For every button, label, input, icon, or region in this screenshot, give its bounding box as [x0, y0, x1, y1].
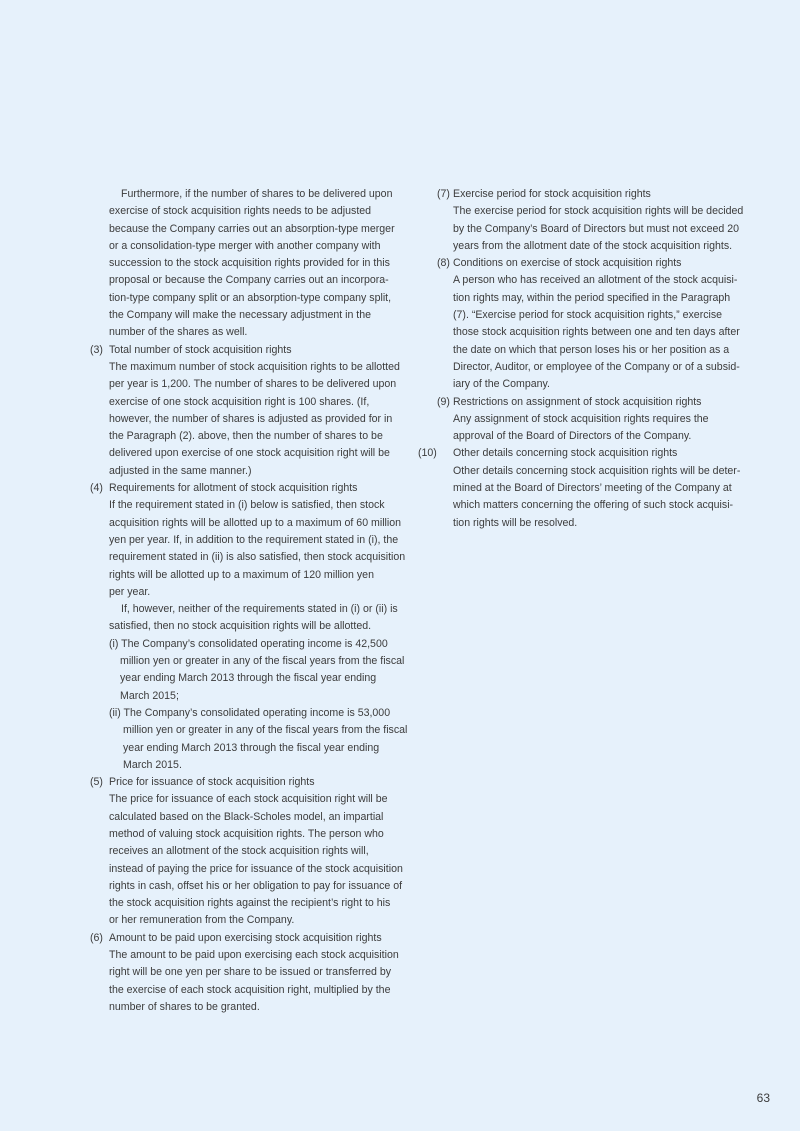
text-line — [418, 411, 742, 428]
text-line — [90, 757, 408, 774]
line-text: delivered upon exercise of one stock acquisition right will be — [109, 447, 390, 460]
line-text: receives an allotment of the stock acquisition rights will, — [109, 845, 369, 858]
line-text: satisfied, then no stock acquisition rights will be allotted. — [109, 620, 372, 633]
line-text: the stock acquisition rights against the recipient’s right to his — [109, 897, 391, 910]
text-line — [90, 722, 408, 739]
text-line — [90, 809, 408, 826]
text-line — [418, 272, 742, 289]
line-text: March 2015. — [123, 758, 182, 771]
line-text: Conditions on exercise of stock acquisition rights — [453, 257, 682, 270]
text-line — [90, 947, 408, 964]
line-text: The amount to be paid upon exercising each stock acquisition — [109, 949, 399, 962]
text-line — [418, 480, 742, 497]
line-text: those stock acquisition rights between one and ten days after — [453, 326, 740, 339]
line-text: right will be one yen per share to be issued or transferred by — [109, 966, 392, 979]
text-line — [90, 497, 408, 514]
line-text: adjusted in the same manner.) — [109, 464, 252, 477]
line-text: million yen or greater in any of the fiscal years from the fiscal — [123, 724, 408, 737]
text-line — [418, 515, 742, 532]
text-line — [90, 912, 408, 929]
text-line — [90, 670, 408, 687]
line-text: March 2015; — [120, 689, 179, 702]
text-line — [90, 445, 408, 462]
text-line — [90, 878, 408, 895]
text-line — [90, 982, 408, 999]
text-line — [418, 463, 742, 480]
line-text: requirement stated in (ii) is also satisfied, then stock acquisition — [109, 551, 406, 564]
section-heading — [418, 255, 742, 272]
text-line — [90, 394, 408, 411]
text-line — [90, 999, 408, 1016]
section-heading — [90, 342, 408, 359]
text-line — [90, 567, 408, 584]
section-number: (9) — [437, 395, 450, 408]
line-text: Exercise period for stock acquisition rights — [453, 188, 651, 200]
line-text: year ending March 2013 through the fiscal year ending — [123, 741, 380, 754]
text-line — [418, 376, 742, 393]
line-text: Other details concerning stock acquisition rights — [453, 447, 678, 460]
section-number: (3) — [90, 343, 103, 356]
text-line — [418, 428, 742, 445]
line-text: iary of the Company. — [453, 378, 550, 391]
text-line — [90, 584, 408, 601]
section-number: (5) — [90, 776, 103, 789]
line-text: mined at the Board of Directors’ meeting of the Company at — [453, 482, 732, 495]
line-text: by the Company’s Board of Directors but must not exceed 20 — [453, 222, 739, 235]
text-line — [90, 255, 408, 272]
section-number: (4) — [90, 482, 103, 495]
line-text: the Paragraph (2). above, then the number of shares to be — [109, 430, 383, 443]
section-heading — [418, 394, 742, 411]
line-text: exercise of one stock acquisition right is 100 shares. (If, — [109, 395, 370, 408]
text-line — [90, 411, 408, 428]
text-line — [90, 791, 408, 808]
line-text: Requirements for allotment of stock acquisition rights — [109, 482, 358, 495]
line-text: (ii) The Company’s consolidated operating income is 53,000 — [109, 706, 391, 719]
section-number: (7) — [437, 188, 450, 200]
line-text: the date on which that person loses his or her position as a — [453, 343, 730, 356]
line-text: instead of paying the price for issuance of the stock acquisition — [109, 862, 403, 875]
line-text: Total number of stock acquisition rights — [109, 343, 292, 356]
line-text: yen per year. If, in addition to the requirement stated in (i), the — [109, 533, 399, 546]
line-text: per year. — [109, 585, 151, 598]
line-text: number of shares to be granted. — [109, 1000, 260, 1013]
line-text: tion rights will be resolved. — [453, 516, 578, 529]
line-text: succession to the stock acquisition rights provided for in this — [109, 257, 390, 270]
text-line — [90, 221, 408, 238]
text-line — [90, 653, 408, 670]
text-line — [90, 307, 408, 324]
text-line — [90, 532, 408, 549]
text-line — [90, 861, 408, 878]
line-text: number of the shares as well. — [109, 326, 248, 339]
line-text: The maximum number of stock acquisition rights to be allotted — [109, 360, 400, 373]
line-text: Price for issuance of stock acquisition rights — [109, 776, 315, 789]
text-line — [90, 826, 408, 843]
text-line — [90, 238, 408, 255]
text-line — [90, 515, 408, 532]
line-text: If the requirement stated in (i) below is satisfied, then stock — [109, 499, 385, 512]
line-text: because the Company carries out an absorption-type merger — [109, 222, 395, 235]
text-line — [90, 688, 408, 705]
line-text: method of valuing stock acquisition rights. The person who — [109, 827, 384, 840]
line-text: exercise of stock acquisition rights needs to be adjusted — [109, 205, 372, 218]
text-line — [418, 307, 742, 324]
line-text: If, however, neither of the requirements stated in (i) or (ii) is — [121, 603, 398, 616]
text-line — [418, 238, 742, 255]
text-line — [418, 324, 742, 341]
line-text: The exercise period for stock acquisition rights will be decided — [453, 205, 744, 218]
line-text: however, the number of shares is adjusted as provided for in — [109, 412, 393, 425]
text-line — [90, 601, 408, 618]
section-heading — [418, 445, 742, 462]
text-line — [418, 203, 742, 220]
text-line — [418, 497, 742, 514]
text-line — [418, 359, 742, 376]
line-text: or her remuneration from the Company. — [109, 914, 295, 927]
right-column — [418, 186, 742, 532]
line-text: proposal or because the Company carries out an incorpora- — [109, 274, 389, 287]
line-text: tion-type company split or an absorption-type company split, — [109, 291, 392, 304]
text-line — [90, 618, 408, 635]
section-heading — [90, 480, 408, 497]
line-text: calculated based on the Black-Scholes model, an impartial — [109, 810, 384, 823]
text-line — [90, 359, 408, 376]
text-line — [90, 203, 408, 220]
text-line — [90, 636, 408, 653]
section-heading — [418, 186, 742, 203]
line-text: (i) The Company’s consolidated operating income is 42,500 — [109, 637, 388, 650]
line-text: rights in cash, offset his or her obligation to pay for issuance of — [109, 879, 403, 892]
text-line — [90, 324, 408, 341]
text-line — [90, 843, 408, 860]
line-text: Director, Auditor, or employee of the Company or of a subsid- — [453, 360, 740, 373]
section-number: (8) — [437, 257, 450, 270]
text-line — [90, 964, 408, 981]
line-text: (7). “Exercise period for stock acquisition rights,” exercise — [453, 309, 723, 322]
line-text: Furthermore, if the number of shares to be delivered upon — [121, 188, 393, 200]
text-line — [90, 290, 408, 307]
line-text: year ending March 2013 through the fiscal year ending — [120, 672, 377, 685]
line-text: which matters concerning the offering of such stock acquisi- — [453, 499, 734, 512]
section-number: (6) — [90, 931, 103, 944]
line-text: Other details concerning stock acquisition rights will be deter- — [453, 464, 741, 477]
text-line — [90, 705, 408, 722]
text-line — [90, 740, 408, 757]
line-text: million yen or greater in any of the fiscal years from the fiscal — [120, 655, 405, 668]
section-heading — [90, 774, 408, 791]
line-text: tion rights may, within the period specified in the Paragraph — [453, 291, 731, 304]
page-number: 63 — [756, 1091, 770, 1105]
line-text: Restrictions on assignment of stock acquisition rights — [453, 395, 702, 408]
text-line — [90, 428, 408, 445]
text-line — [418, 342, 742, 359]
text-line — [90, 463, 408, 480]
line-text: Amount to be paid upon exercising stock acquisition rights — [109, 931, 382, 944]
left-column — [90, 186, 408, 1016]
line-text: rights will be allotted up to a maximum of 120 million yen — [109, 568, 374, 581]
line-text: acquisition rights will be allotted up to a maximum of 60 million — [109, 516, 402, 529]
section-number: (10) — [418, 447, 437, 460]
text-line — [418, 221, 742, 238]
line-text: the exercise of each stock acquisition right, multiplied by the — [109, 983, 391, 996]
line-text: approval of the Board of Directors of the Company. — [453, 430, 692, 443]
line-text: per year is 1,200. The number of shares to be delivered upon — [109, 378, 397, 391]
line-text: or a consolidation-type merger with another company with — [109, 239, 381, 252]
line-text: The price for issuance of each stock acquisition right will be — [109, 793, 388, 806]
text-line — [90, 549, 408, 566]
line-text: the Company will make the necessary adjustment in the — [109, 309, 372, 322]
text-line — [418, 290, 742, 307]
section-heading — [90, 930, 408, 947]
text-line — [90, 186, 408, 203]
line-text: A person who has received an allotment of the stock acquisi- — [453, 274, 738, 287]
text-line — [90, 376, 408, 393]
text-line — [90, 895, 408, 912]
line-text: Any assignment of stock acquisition rights requires the — [453, 412, 709, 425]
text-line — [90, 272, 408, 289]
line-text: years from the allotment date of the stock acquisition rights. — [453, 239, 733, 252]
